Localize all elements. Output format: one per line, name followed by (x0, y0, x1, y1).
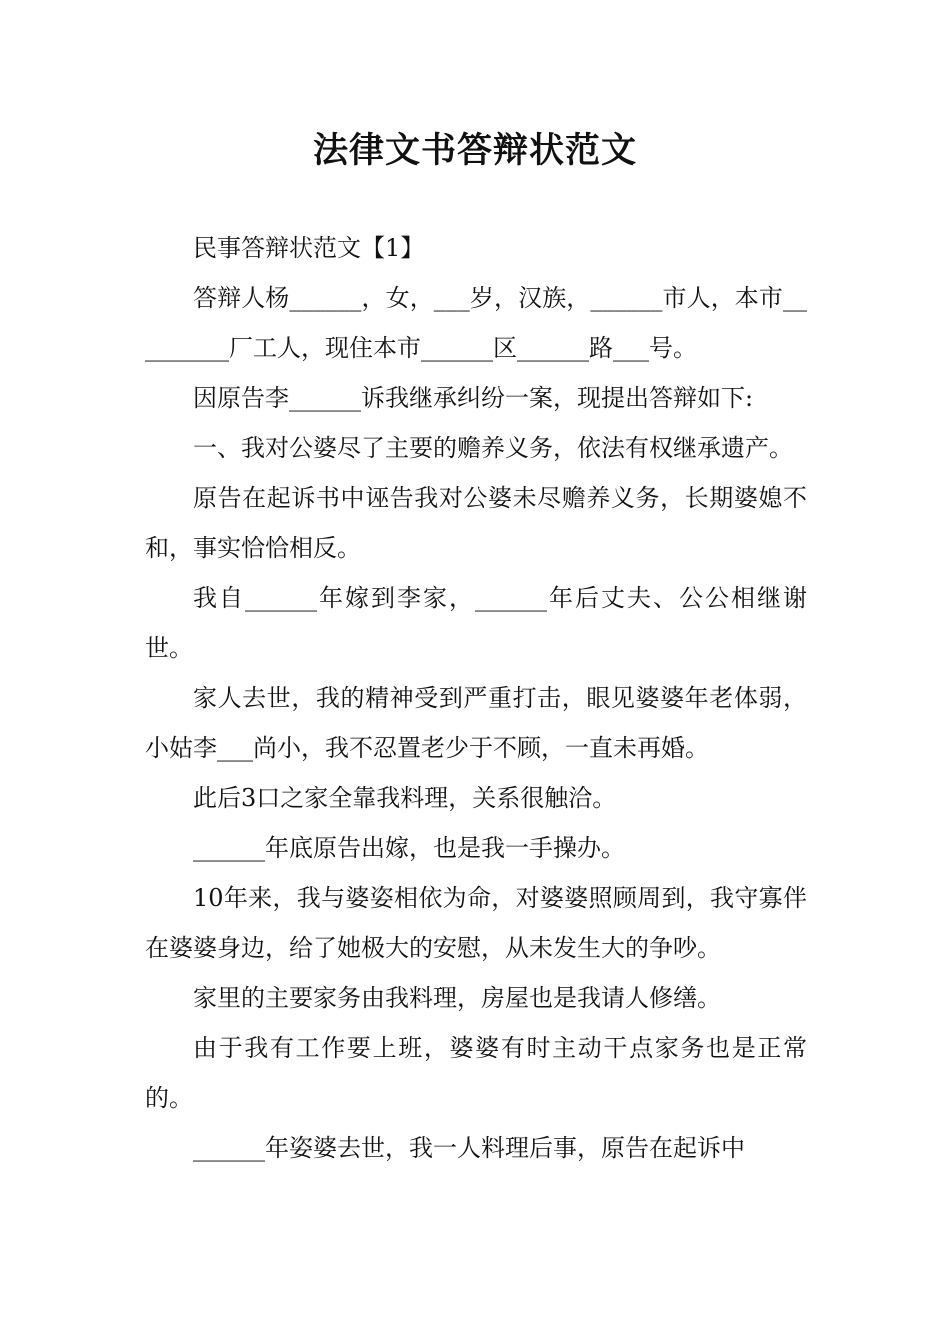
paragraph: 此后3口之家全靠我料理，关系很触洽。 (193, 784, 617, 812)
document-body (145, 223, 807, 1173)
paragraph: 由于我有工作要上班，婆婆有时主动干点家务也是正常的。 (145, 1034, 807, 1112)
paragraph: 原告在起诉书中诬告我对公婆未尽赡养义务，长期婆媳不和，事实恰恰相反。 (145, 484, 807, 562)
paragraph: 我自______年嫁到李家，______年后丈夫、公公相继谢世。 (145, 584, 807, 662)
paragraph-respondent-info: 答辩人杨______，女，___岁，汉族，______市人，本市_________厂工人，现住本市______区______路___号。 (145, 284, 807, 362)
paragraph: ______年姿婆去世，我一人料理后事，原告在起诉中 (193, 1134, 745, 1162)
paragraph: 家人去世，我的精神受到严重打击，眼见婆婆年老体弱，小姑李___尚小，我不忍置老少于不顾，一直未再婚。 (145, 684, 807, 762)
paragraph: 10年来，我与婆姿相依为命，对婆婆照顾周到，我守寡伴在婆婆身边，给了她极大的安慰，从未发生大的争吵。 (145, 884, 807, 962)
paragraph: 家里的主要家务由我料理，房屋也是我请人修缮。 (193, 984, 721, 1012)
paragraph: ______年底原告出嫁，也是我一手操办。 (193, 834, 625, 862)
document-title: 法律文书答辩状范文 (312, 131, 637, 171)
paragraph-case-intro: 因原告李______诉我继承纠纷一案，现提出答辩如下: (193, 384, 754, 412)
paragraph-section-heading: 民事答辩状范文【1】 (193, 234, 425, 262)
paragraph-point-one: 一、我对公婆尽了主要的赡养义务，依法有权继承遗产。 (193, 434, 793, 462)
